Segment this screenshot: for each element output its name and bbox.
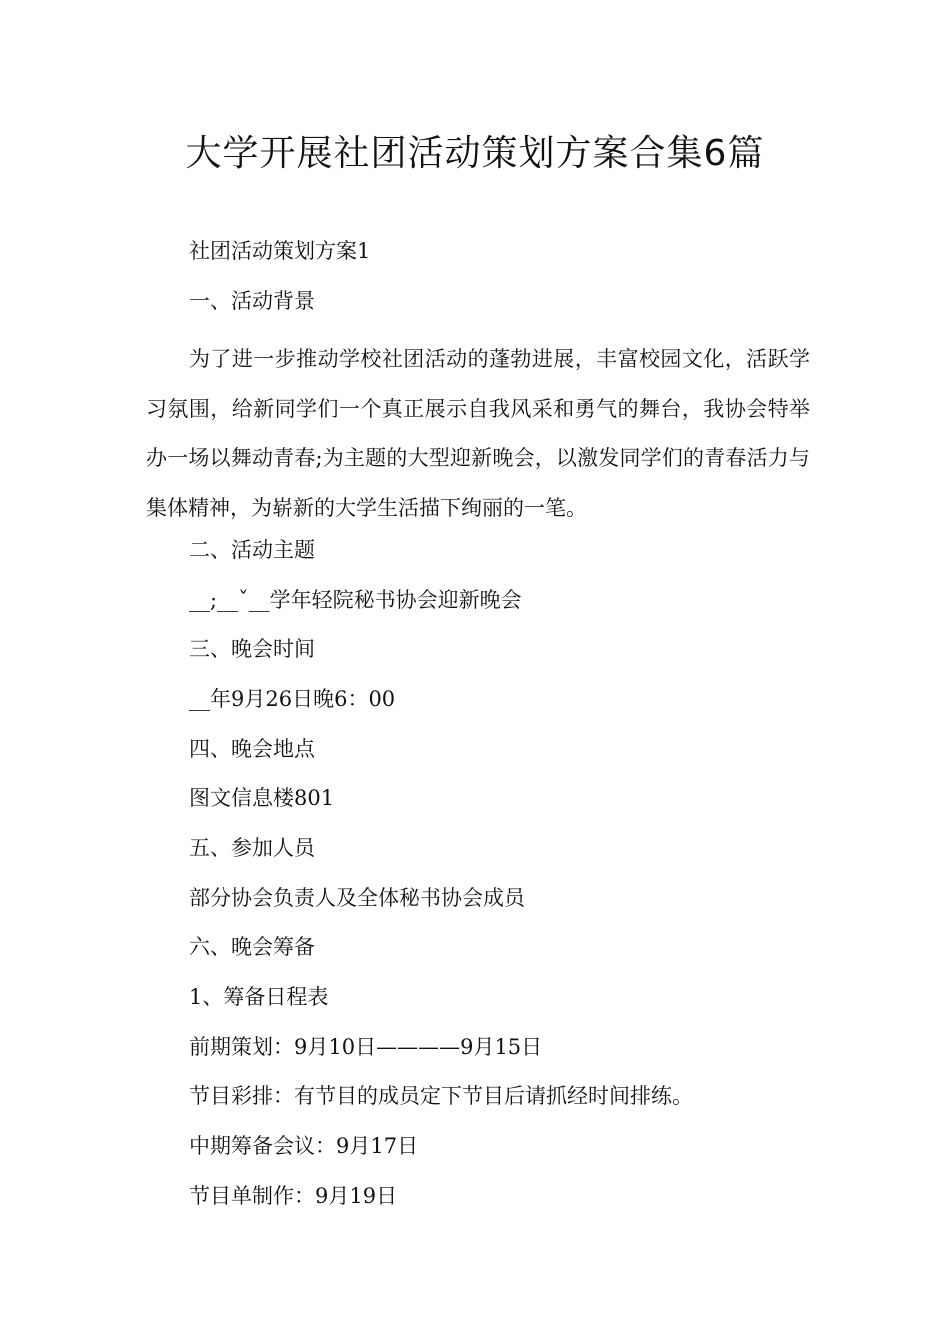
section-heading-preparation: 六、晚会筹备 — [189, 935, 315, 959]
section-heading-background: 一、活动背景 — [189, 289, 315, 313]
schedule-item: 中期筹备会议：9月17日 — [189, 1134, 419, 1158]
document-title: 大学开展社团活动策划方案合集6篇 — [185, 133, 765, 174]
schedule-item: 节目单制作：9月19日 — [189, 1184, 398, 1208]
background-paragraph: 为了进一步推动学校社团活动的蓬勃进展，丰富校园文化，活跃学习氛围，给新同学们一个真正展示自我风采和勇气的舞台，我协会特举办一场以舞动青春;为主题的大型迎新晚会，以激发同学们的青春活力与集体精神，为崭新的大学生活描下绚丽的一笔。 — [146, 347, 810, 520]
schedule-item: 前期策划：9月10日————9月15日 — [189, 1035, 543, 1059]
schedule-heading: 1、筹备日程表 — [189, 985, 329, 1009]
schedule-item: 节目彩排：有节目的成员定下节目后请抓经时间排练。 — [189, 1084, 693, 1108]
theme-text: __;__ˇ__学年轻院秘书协会迎新晚会 — [189, 588, 522, 612]
time-text: __年9月26日晚6：00 — [189, 687, 396, 711]
section-heading-theme: 二、活动主题 — [189, 538, 315, 562]
participants-text: 部分协会负责人及全体秘书协会成员 — [189, 886, 525, 910]
section-heading-time: 三、晚会时间 — [189, 637, 315, 661]
plan-subtitle: 社团活动策划方案1 — [189, 239, 371, 263]
section-heading-location: 四、晚会地点 — [189, 737, 315, 761]
section-heading-participants: 五、参加人员 — [189, 836, 315, 860]
location-text: 图文信息楼801 — [189, 786, 335, 810]
